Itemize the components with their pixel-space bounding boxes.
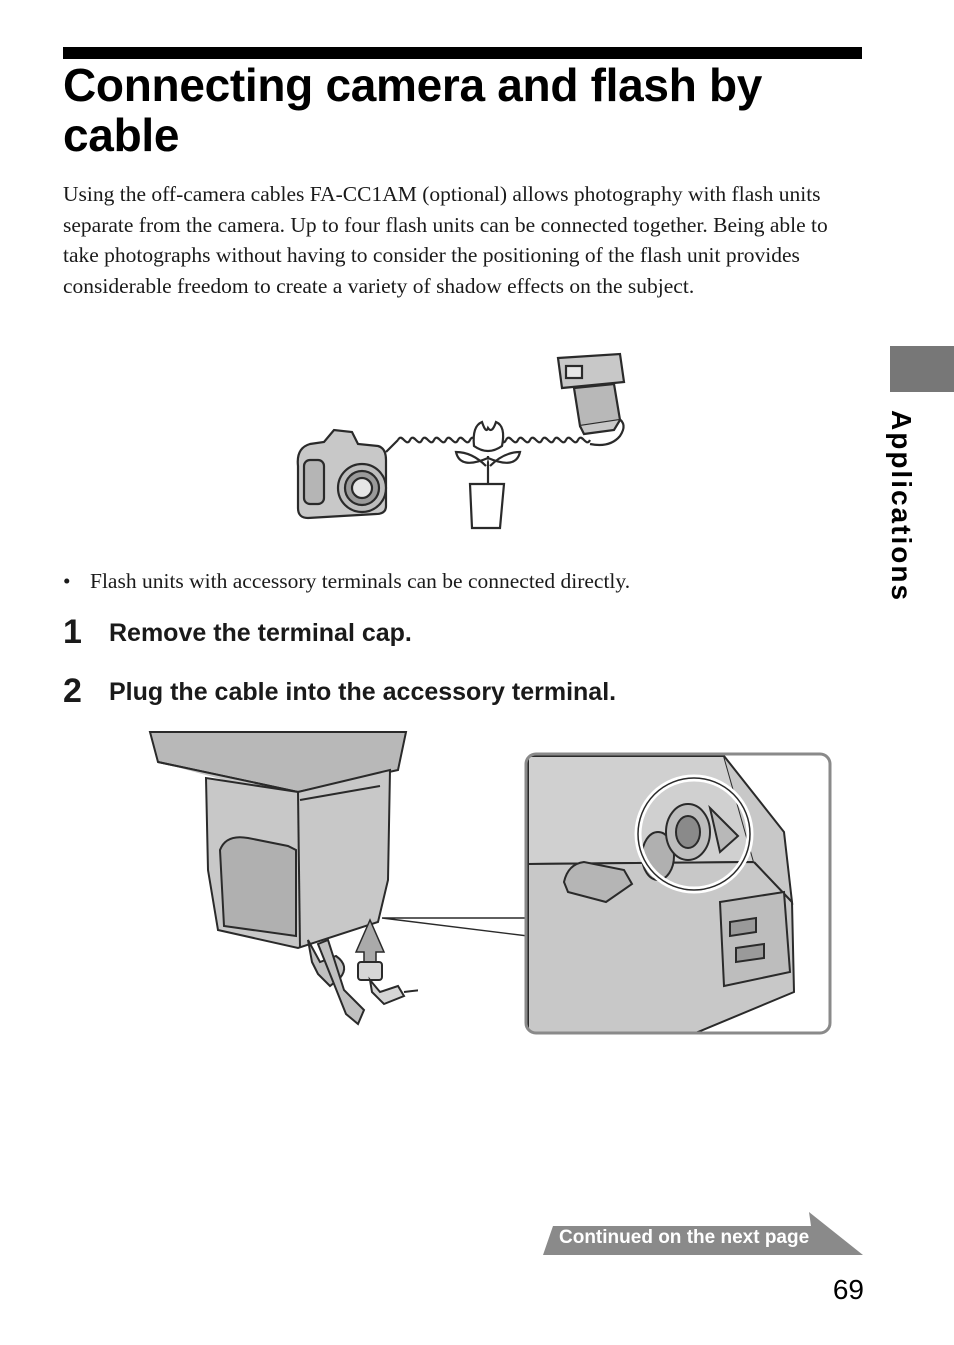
step-number: 2 <box>63 672 82 710</box>
camera-icon <box>298 430 386 518</box>
flash-base-icon <box>150 732 406 948</box>
cable-plug-icon <box>358 962 418 1020</box>
intro-paragraph: Using the off-camera cables FA-CC1AM (optional) allows photography with flash units separate from the camera. Up to four flash units can be connected together. Being able to take photographs without having to consider the positioning of the flash unit provides considerable freedom to create a variety of shadow effects on the subject. <box>63 182 828 298</box>
continued-label: Continued on the next page <box>559 1227 810 1248</box>
flash-unit-icon <box>558 354 624 434</box>
step-number: 1 <box>63 613 82 651</box>
terminal-detail-illustration <box>524 752 832 1035</box>
terminal-closeup-icon <box>524 752 832 1035</box>
page-number: 69 <box>832 1274 864 1305</box>
step-text: Plug the cable into the accessory terminal. <box>109 678 617 706</box>
title-rule <box>63 47 862 59</box>
setup-illustration <box>290 348 635 533</box>
callout-connector <box>380 910 530 940</box>
continued-banner <box>543 1212 863 1255</box>
note-text: Flash units with accessory terminals can be connected directly. <box>90 569 631 593</box>
step-text: Remove the terminal cap. <box>109 619 412 647</box>
section-tab-marker <box>890 346 954 392</box>
note-item <box>63 566 863 596</box>
flash-cable-illustration <box>148 730 418 1030</box>
page-title: Connecting camera and flash by cable <box>63 59 763 161</box>
bullet-marker: • <box>63 569 71 593</box>
section-label: Applications <box>886 410 917 603</box>
